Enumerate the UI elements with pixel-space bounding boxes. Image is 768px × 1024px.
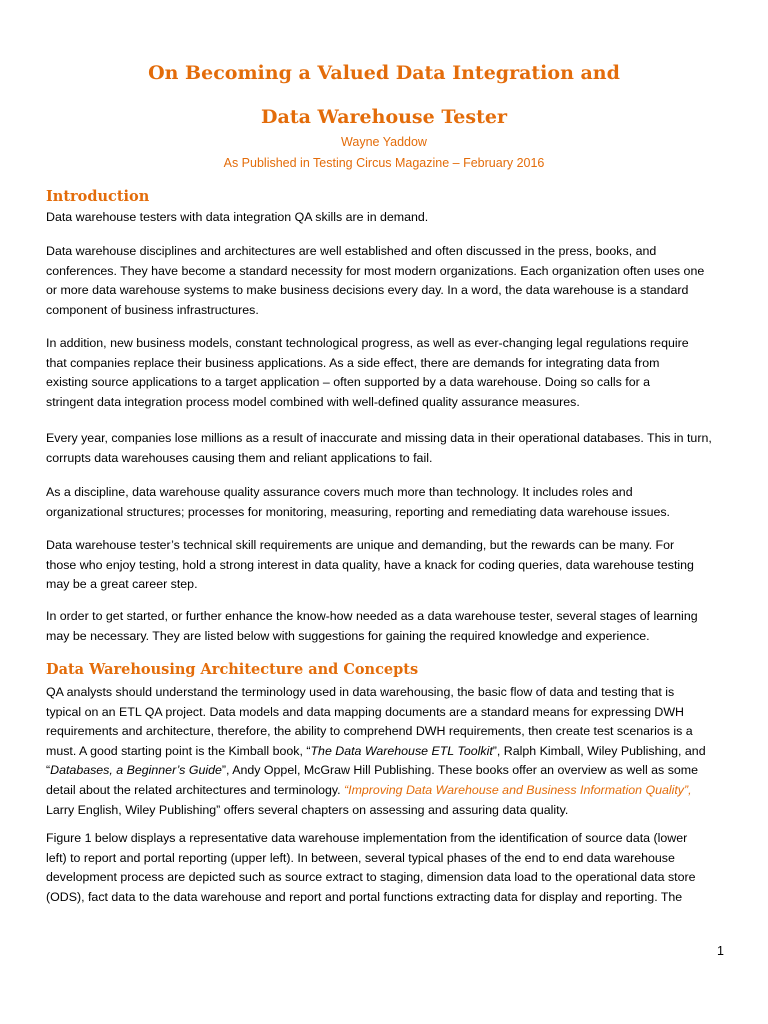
text-line [46,742,722,762]
text-line: existing source applications to a target application – often supported by a data warehouse. Doing so calls for a [46,375,651,390]
architecture-paragraph-2 [46,829,722,907]
text-line: Figure 1 below displays a representative data warehouse implementation from the identification of source data (lower [46,831,688,845]
intro-paragraph-2 [46,242,722,320]
text-line: typical on an ETL QA project. Data models and data mapping documents are a standard means for expressing DWH [46,704,684,719]
text-line: stringent data integration process model combined with well-defined quality assurance measures. [46,394,580,409]
text-line: may be a great career step. [46,577,198,592]
text-line: Every year, companies lose millions as a result of inaccurate and missing data in their operational databases. This in turn, [46,431,712,445]
title-line-2: Data Warehouse Tester [261,106,507,128]
text-line [46,761,722,781]
architecture-paragraph-1 [46,683,722,820]
text-run: “ [46,763,51,778]
intro-paragraph-6 [46,536,722,595]
text-line: left) to report and portal reporting (upper left). In between, several typical phases of the end to end data warehouse [46,850,675,865]
text-line: (ODS), fact data to the data warehouse and report and portal functions extracting data for display and reporting. The [46,889,683,904]
text-line: conferences. They have become a standard necessity for most modern organizations. Each organization often uses one [46,263,705,278]
text-run: detail about the related architectures and terminology. [46,782,345,797]
text-line: Data warehouse disciplines and architectures are well established and often discussed in the press, books, and [46,244,657,258]
text-line: QA analysts should understand the terminology used in data warehousing, the basic flow of data and testing that is [46,685,675,699]
text-line: organizational structures; processes for monitoring, measuring, reporting and remediating data warehouse issues. [46,504,670,519]
intro-paragraph-5 [46,483,722,522]
text-line: Larry English, Wiley Publishing” offers several chapters on assessing and assuring data quality. [46,802,569,817]
text-line: In addition, new business models, constant technological progress, as well as ever-changing legal regulations require [46,336,689,350]
publication-note: As Published in Testing Circus Magazine – February 2016 [223,156,545,170]
text-line: In order to get started, or further enhance the know-how needed as a data warehouse tester, several stages of learning [46,609,698,623]
text-line [46,781,722,801]
intro-paragraph-3 [46,334,722,412]
text-line: component of business infrastructures. [46,302,259,317]
text-line: development process are depicted such as source extract to staging, dimension data load to the operational data store [46,870,696,885]
text-line: those who enjoy testing, hold a strong interest in data quality, have a knack for coding queries, data warehouse testing [46,557,694,572]
text-line: may be necessary. They are listed below with suggestions for gaining the required knowledge and experience. [46,628,650,643]
text-line: or more data warehouse systems to make business decisions every day. In a word, the data warehouse is a standard [46,283,689,298]
author-name: Wayne Yaddow [341,135,427,149]
text-line: corrupts data warehouses causing them and reliant applications to fail. [46,450,433,465]
text-run: ”, Andy Oppel, McGraw Hill Publishing. These books offer an overview as well as some [221,763,698,778]
intro-paragraph-1 [46,208,722,228]
text-run: must. A good starting point is the Kimball book, “ [46,743,311,758]
text-line: Data warehouse testers with data integration QA skills are in demand. [46,210,429,224]
title-line-1: On Becoming a Valued Data Integration and [148,62,620,84]
book-title-data-quality: “Improving Data Warehouse and Business Information Quality”, [344,782,692,797]
book-title-etl-toolkit: The Data Warehouse ETL Toolkit [310,743,493,758]
intro-paragraph-7 [46,607,722,646]
page-number: 1 [717,944,724,958]
text-line: As a discipline, data warehouse quality assurance covers much more than technology. It includes roles and [46,485,633,499]
text-line: that companies replace their business applications. As a side effect, there are demands for integrating data from [46,355,660,370]
book-title-databases-guide: Databases, a Beginner’s Guide [50,763,222,778]
intro-paragraph-4 [46,429,722,468]
section-heading-architecture: Data Warehousing Architecture and Concepts [46,661,419,678]
text-line: Data warehouse tester’s technical skill requirements are unique and demanding, but the rewards can be many. For [46,538,675,552]
section-heading-introduction: Introduction [46,188,150,205]
text-line: requirements and architecture, therefore, the ability to comprehend DWH requirements, then create test scenarios is a [46,724,693,739]
text-run: ”, Ralph Kimball, Wiley Publishing, and [492,743,706,758]
